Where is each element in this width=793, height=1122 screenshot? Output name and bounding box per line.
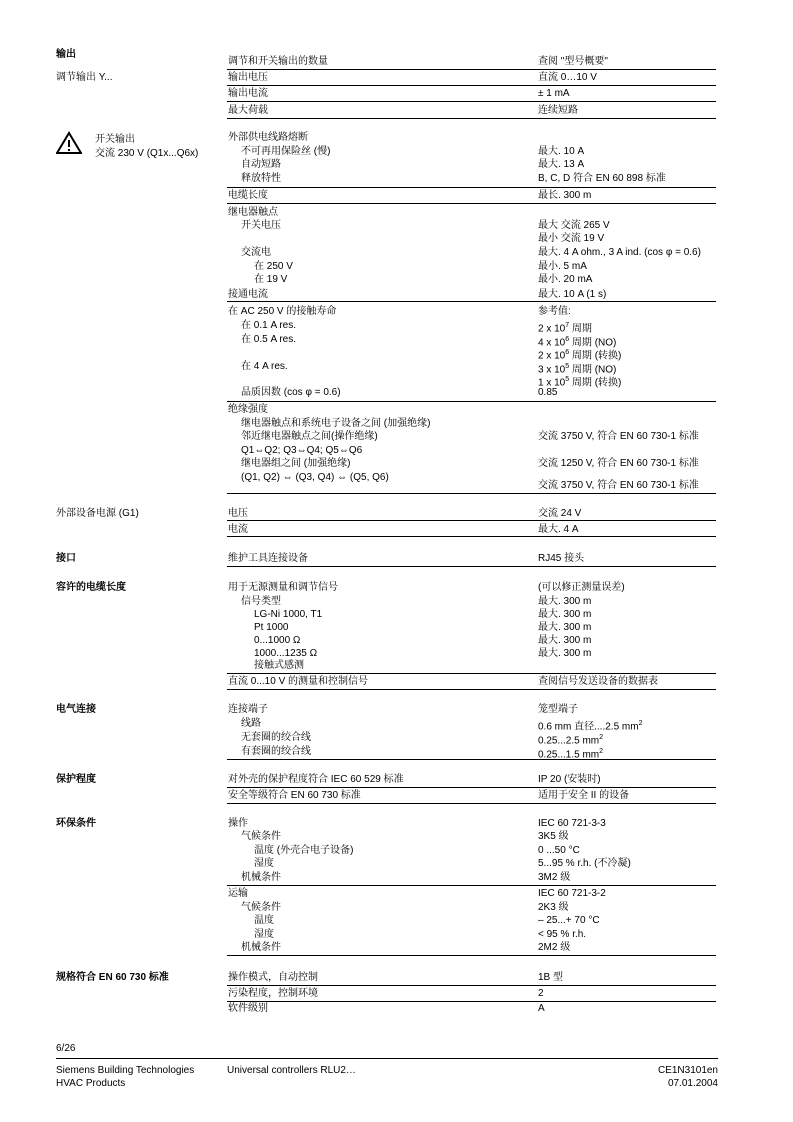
table-rule	[227, 536, 716, 537]
param-value: 1B 型	[538, 972, 564, 983]
table-rule	[227, 885, 716, 886]
param-value: 最小. 5 mA	[538, 261, 587, 272]
param-value: 3K5 级	[538, 831, 569, 842]
param-label: 外部供电线路熔断	[228, 132, 308, 143]
param-label: 安全等级符合 EN 60 730 标准	[228, 790, 361, 801]
param-value: 2M2 级	[538, 942, 571, 953]
param-value: 最大. 300 m	[538, 596, 592, 607]
param-label: 品质因数 (cos φ = 0.6)	[241, 387, 341, 398]
param-value: 3M2 级	[538, 872, 571, 883]
table-rule	[227, 101, 716, 102]
param-value: 查阅 "型号概要"	[538, 56, 608, 67]
param-label: 对外壳的保护程度符合 IEC 60 529 标准	[228, 774, 404, 785]
footer-product: Universal controllers RLU2…	[227, 1065, 356, 1076]
param-label: Q1⇔Q2; Q3⇔Q4; Q5⇔Q6	[241, 445, 363, 456]
param-label: 继电器触点和系统电子设备之间 (加强绝缘)	[241, 418, 431, 429]
param-label: 维护工具连接设备	[228, 553, 308, 564]
param-label: 电压	[228, 508, 248, 519]
table-rule	[227, 566, 716, 567]
param-value: 最大. 10 A (1 s)	[538, 289, 607, 300]
param-value: 最小 交流 19 V	[538, 233, 605, 244]
param-value: 适用于安全 II 的设备	[538, 790, 630, 801]
param-value: IEC 60 721-3-3	[538, 818, 606, 829]
param-value: ± 1 mA	[538, 88, 570, 99]
param-label: 信号类型	[241, 596, 281, 607]
param-label: 污染程度，控制环境	[228, 988, 318, 999]
param-value: 2 x $10^6$ 周期 (转换)	[538, 349, 622, 362]
param-value: 0.25...1.5 $mm^2$	[538, 748, 604, 761]
param-value: 查阅信号发送设备的数据表	[538, 676, 658, 687]
table-rule	[227, 673, 716, 674]
param-value: 5...95 % r.h. (不冷凝)	[538, 858, 631, 869]
param-label: 调节和开关输出的数量	[228, 56, 328, 67]
param-label: 输出电流	[228, 88, 268, 99]
param-value: 最大. 300 m	[538, 648, 592, 659]
section-interface: 接口	[56, 553, 76, 564]
param-label: 在 AC 250 V 的接触寿命	[228, 306, 337, 317]
section-environment: 环保条件	[56, 818, 96, 829]
table-rule	[227, 203, 716, 204]
param-value: 直流 0…10 V	[538, 72, 597, 83]
param-label: 邻近继电器触点之间(操作绝缘)	[241, 431, 378, 442]
param-label: 接触式感测	[254, 660, 304, 671]
param-value: 最大. 300 m	[538, 635, 592, 646]
param-label: 接通电流	[228, 289, 268, 300]
param-value: 参考值:	[538, 306, 571, 317]
param-label: 有套圈的绞合线	[241, 746, 311, 757]
param-label: 在 0.1 A res.	[241, 320, 297, 331]
label-switch-output-spec: 交流 230 V (Q1x...Q6x)	[95, 148, 199, 159]
param-label: 运输	[228, 888, 248, 899]
param-label: 温度 (外壳合电子设备)	[254, 845, 354, 856]
label-ext-supply: 外部设备电源 (G1)	[56, 508, 139, 519]
param-value: – 25...+ 70 °C	[538, 915, 600, 926]
param-value: 交流 3750 V, 符合 EN 60 730-1 标准	[538, 480, 699, 491]
param-value: B, C, D 符合 EN 60 898 标准	[538, 173, 666, 184]
param-value: 交流 24 V	[538, 508, 582, 519]
label-analog-output: 调节输出 Y...	[56, 72, 113, 83]
param-value: 最大. 300 m	[538, 609, 592, 620]
param-label: 线路	[241, 718, 261, 729]
table-rule	[227, 401, 716, 402]
param-label: 湿度	[254, 858, 274, 869]
table-rule	[227, 69, 716, 70]
table-rule	[227, 493, 716, 494]
footer-company: Siemens Building Technologies	[56, 1065, 195, 1076]
warning-icon	[56, 131, 82, 155]
param-label: 连接端子	[228, 704, 268, 715]
param-label: 开关电压	[241, 220, 281, 231]
param-label: 绝缘强度	[228, 404, 268, 415]
param-label: 湿度	[254, 929, 274, 940]
param-label: 最大荷载	[228, 105, 268, 116]
section-protection: 保护程度	[56, 774, 96, 785]
param-label: 温度	[254, 915, 274, 926]
param-value: 0.85	[538, 387, 558, 398]
param-label: 在 0.5 A res.	[241, 334, 297, 345]
param-label: 无套圈的绞合线	[241, 732, 311, 743]
param-value: 最大. 300 m	[538, 622, 592, 633]
section-output: 输出	[56, 49, 76, 60]
table-rule	[227, 787, 716, 788]
footer-doc-code: CE1N3101en	[657, 1065, 718, 1076]
param-value: 最大. 13 A	[538, 159, 585, 170]
param-value: 2 x $10^7$ 周期	[538, 322, 592, 335]
param-label: 0...1000 Ω	[254, 635, 301, 646]
param-value: 2K3 级	[538, 902, 569, 913]
param-label: 1000...1235 Ω	[254, 648, 318, 659]
param-value: 连续短路	[538, 105, 578, 116]
table-rule	[227, 1001, 716, 1002]
table-rule	[227, 955, 716, 956]
param-label: 不可再用保险丝 (慢)	[241, 146, 331, 157]
param-value: IP 20 (安装时)	[538, 774, 601, 785]
param-value: (可以修正测量误差)	[538, 582, 625, 593]
param-value: A	[538, 1003, 545, 1014]
param-label: 继电器触点	[228, 207, 278, 218]
param-value: 4 x $10^6$ 周期 (NO)	[538, 336, 617, 349]
page-number: 6/26	[56, 1043, 76, 1054]
param-value: RJ45 接头	[538, 553, 585, 564]
param-value: 最大. 10 A	[538, 146, 585, 157]
table-rule	[227, 187, 716, 188]
param-value: 交流 3750 V, 符合 EN 60 730-1 标准	[538, 431, 699, 442]
footer-rule	[56, 1058, 718, 1059]
param-label: 在 4 A res.	[241, 361, 288, 372]
param-label: 直流 0...10 V 的测量和控制信号	[228, 676, 369, 687]
table-rule	[227, 803, 716, 804]
param-label: (Q1, Q2) ⇔ (Q3, Q4) ⇔ (Q5, Q6)	[241, 472, 389, 483]
param-label: 自动短路	[241, 159, 281, 170]
param-label: Pt 1000	[254, 622, 289, 633]
param-value: 0.6 mm 直径....2.5 $mm^2$	[538, 720, 643, 733]
param-value: 2	[538, 988, 544, 999]
table-rule	[227, 689, 716, 690]
param-label: 机械条件	[241, 942, 281, 953]
param-label: 在 19 V	[254, 274, 288, 285]
footer-division: HVAC Products	[56, 1078, 126, 1089]
param-value: 最大 交流 265 V	[538, 220, 610, 231]
param-value: 最大. 4 A ohm., 3 A ind. (cos φ = 0.6)	[538, 247, 701, 258]
param-value: 3 x $10^5$ 周期 (NO)	[538, 363, 617, 376]
param-label: 电流	[228, 524, 248, 535]
footer-date: 07.01.2004	[667, 1078, 718, 1089]
param-value: 1 x $10^5$ 周期 (转换)	[538, 376, 622, 389]
table-rule	[227, 85, 716, 86]
param-label: 输出电压	[228, 72, 268, 83]
section-electrical: 电气连接	[56, 704, 96, 715]
param-label: 交流电	[241, 247, 271, 258]
table-rule	[227, 985, 716, 986]
param-value: 0 ...50 °C	[538, 845, 580, 856]
label-switch-output: 开关输出	[95, 134, 135, 145]
param-label: 释放特性	[241, 173, 281, 184]
param-label: 操作	[228, 818, 248, 829]
table-rule	[227, 759, 716, 760]
param-label: 机械条件	[241, 872, 281, 883]
param-label: 在 250 V	[254, 261, 293, 272]
param-label: LG-Ni 1000, T1	[254, 609, 323, 620]
table-rule	[227, 520, 716, 521]
table-rule	[227, 118, 716, 119]
section-standard: 规格符合 EN 60 730 标准	[56, 972, 169, 983]
param-label: 气候条件	[241, 831, 281, 842]
param-value: 最小. 20 mA	[538, 274, 593, 285]
param-value: 交流 1250 V, 符合 EN 60 730-1 标准	[538, 458, 699, 469]
param-label: 用于无源测量和调节信号	[228, 582, 338, 593]
param-label: 操作模式，自动控制	[228, 972, 318, 983]
param-value: 0.25...2.5 $mm^2$	[538, 734, 604, 747]
param-label: 气候条件	[241, 902, 281, 913]
param-value: 最长. 300 m	[538, 190, 592, 201]
param-value: IEC 60 721-3-2	[538, 888, 606, 899]
param-value: 笼型端子	[538, 704, 578, 715]
table-rule	[227, 301, 716, 302]
param-value: < 95 % r.h.	[538, 929, 587, 940]
param-label: 电缆长度	[228, 190, 268, 201]
param-label: 软件级别	[228, 1003, 268, 1014]
section-cable-length: 容许的电缆长度	[56, 582, 126, 593]
param-label: 继电器组之间 (加强绝缘)	[241, 458, 351, 469]
param-value: 最大. 4 A	[538, 524, 579, 535]
